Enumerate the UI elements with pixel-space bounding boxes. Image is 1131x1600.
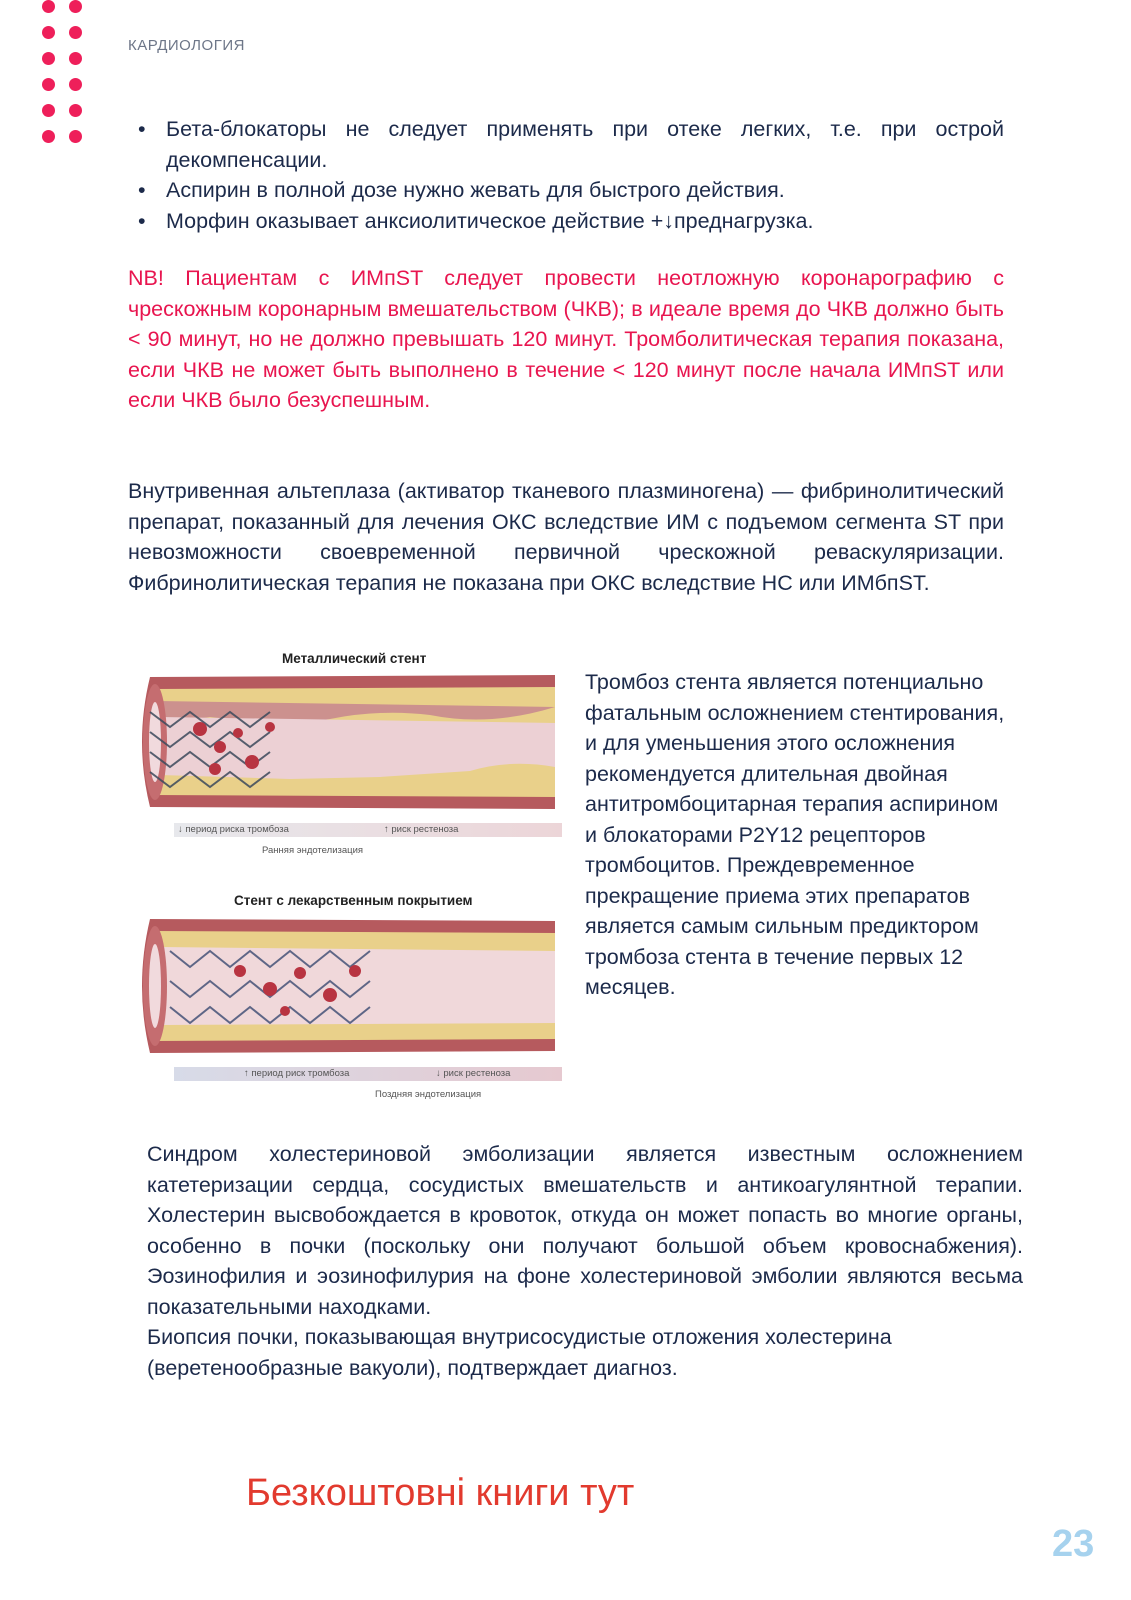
cholesterol-section xyxy=(147,1139,1023,1383)
risk-scale-metal xyxy=(174,823,562,837)
scale-2-left-label: ↑ период риск тромбоза xyxy=(244,1068,350,1079)
free-books-link[interactable]: Безкоштовні книги тут xyxy=(246,1472,635,1514)
scale-1-left-label: ↓ период риска тромбоза xyxy=(178,824,289,835)
stent-thrombosis-paragraph: Тромбоз стента является потенциально фатальным осложнением стентирования, и для уменьшения этого осложнения рекомендуется длительная двойная антитромбоцитарная терапия аспирином и блокаторами P2Y12 рецепторов тромбоцитов. Преждевременное прекращение приема этих препаратов является самым сильным предиктором тромбоза стента в течение первых 12 месяцев. xyxy=(585,670,1005,999)
bullet-item: • Аспирин в полной дозе нужно жевать для быстрого действия. xyxy=(138,175,1004,206)
scale-1-right-label: ↑ риск рестеноза xyxy=(384,824,459,835)
nb-paragraph: NB! Пациентам с ИМпST следует провести неотложную коронарографию с чрескожным коронарным вмешательством (ЧКВ); в идеале время до ЧКВ должно быть < 90 минут, но не должно превышать 120 минут. Тромболитическая терапия показана, если ЧКВ не может быть выполнено в течение < 120 минут после начала ИМпST или если ЧКВ было безуспешным. xyxy=(128,266,1004,412)
dot-grid-decoration-icon xyxy=(40,0,90,160)
early-endothelization-label: Ранняя эндотелизация xyxy=(262,845,364,856)
stent-figure xyxy=(130,645,560,1105)
section-header: КАРДИОЛОГИЯ xyxy=(128,37,245,54)
biopsy-paragraph: Биопсия почки, показывающая внутрисосудистые отложения холестерина (веретенообразные вакуоли), подтверждает диагноз. xyxy=(147,1325,892,1380)
figure-title-metal-stent: Металлический стент xyxy=(282,651,427,666)
risk-scale-drug xyxy=(174,1067,562,1081)
bullet-list xyxy=(138,114,1004,236)
bullet-item: • Бета-блокаторы не следует применять при отеке легких, т.е. при острой декомпенсации. xyxy=(138,114,1004,175)
figure-title-drug-stent: Стент с лекарственным покрытием xyxy=(234,893,473,908)
drug-stent-illustration xyxy=(130,911,560,1061)
metal-stent-illustration xyxy=(130,667,560,817)
late-endothelization-label: Поздняя эндотелизация xyxy=(375,1089,482,1100)
bullet-item: • Морфин оказывает анксиолитическое действие +↓преднагрузка. xyxy=(138,206,1004,237)
cholesterol-paragraph: Синдром холестериновой эмболизации является известным осложнением катетеризации сердца, сосудистых вмешательств и антикоагулянтной терапии. Холестерин высвобождается в кровоток, откуда он может попасть во многие органы, особенно в почки (поскольку они получают большой объем кровоснабжения). Эозинофилия и эозинофилурия на фоне холестериновой эмболии являются весьма показательными находками. xyxy=(147,1142,1023,1319)
page-number: 23 xyxy=(1052,1523,1095,1565)
alteplase-paragraph: Внутривенная альтеплаза (активатор тканевого плазминогена) — фибринолитический препарат, показанный для лечения ОКС вследствие ИМ с подъемом сегмента ST при невозможности своевременной первичной чрескожной реваскуляризации. Фибринолитическая терапия не показана при ОКС вследствие НС или ИМбпST. xyxy=(128,479,1004,595)
scale-2-right-label: ↓ риск рестеноза xyxy=(436,1068,511,1079)
